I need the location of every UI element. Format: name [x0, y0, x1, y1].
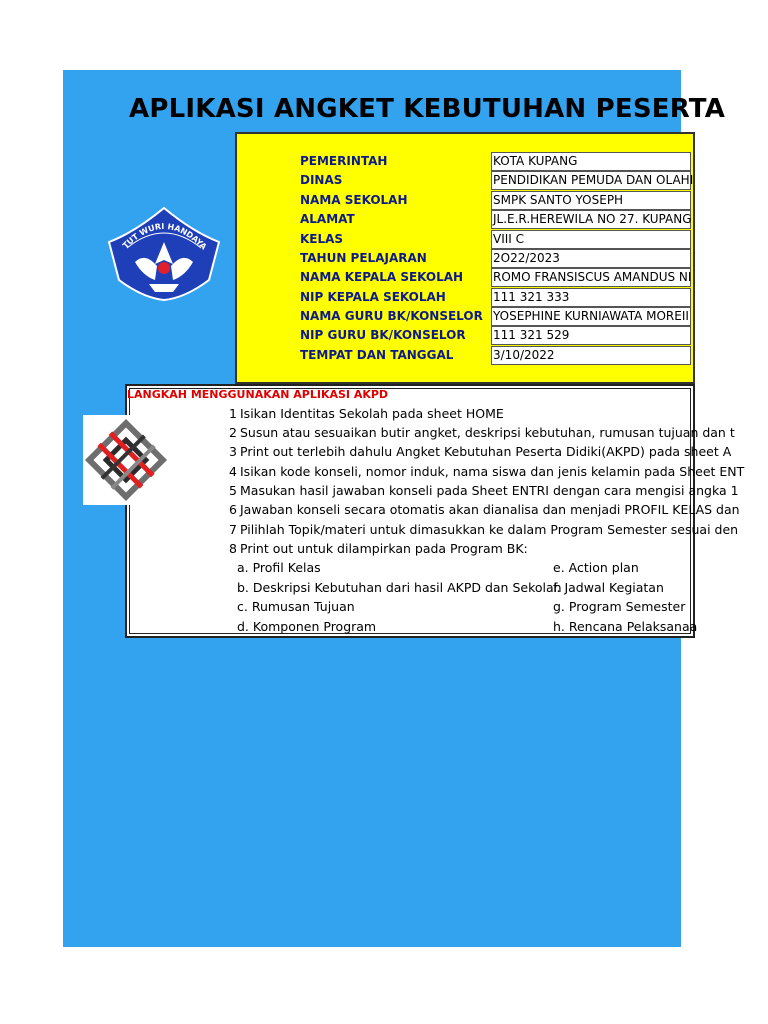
info-value-cell[interactable]: PENDIDIKAN PEMUDA DAN OLAHI	[491, 171, 691, 190]
info-value-cell[interactable]: 111 321 333	[491, 288, 691, 307]
info-value-cell[interactable]: ROMO FRANSISCUS AMANDUS NI	[491, 268, 691, 287]
step-item: 1 Isikan Identitas Sekolah pada sheet HOME	[229, 406, 504, 421]
step-item: 2 Susun atau sesuaikan butir angket, deskripsi kebutuhan, rumusan tujuan dan t	[229, 425, 735, 440]
print-item: e. Action plan	[553, 560, 639, 575]
info-label: NAMA SEKOLAH	[300, 193, 408, 207]
print-item: a. Profil Kelas	[237, 560, 321, 575]
step-item: 3 Print out terlebih dahulu Angket Kebutuhan Peserta Didiki(AKPD) pada sheet A	[229, 444, 732, 459]
info-label: ALAMAT	[300, 212, 355, 226]
info-value-cell[interactable]: VIII C	[491, 230, 691, 249]
print-item: h. Rencana Pelaksanaa	[553, 619, 698, 634]
print-item: g. Program Semester	[553, 599, 686, 614]
info-label: NIP KEPALA SEKOLAH	[300, 290, 446, 304]
info-label: PEMERINTAH	[300, 154, 388, 168]
print-item: d. Komponen Program	[237, 619, 377, 634]
steps-heading: LANGKAH MENGGUNAKAN APLIKASI AKPD	[127, 388, 389, 401]
info-value-cell[interactable]: YOSEPHINE KURNIAWATA MOREII	[491, 307, 691, 326]
logo-arc-text: TUT WURI HANDAYA	[120, 221, 209, 252]
info-label: KELAS	[300, 232, 344, 246]
page-title: APLIKASI ANGKET KEBUTUHAN PESERTA	[129, 94, 726, 124]
tut-wuri-handayani-logo	[105, 202, 223, 302]
info-value-cell[interactable]: JL.E.R.HEREWILA NO 27. KUPANG	[491, 210, 691, 229]
step-item: 6 Jawaban konseli secara otomatis akan dianalisa dan menjadi PROFIL KELAS dan	[229, 502, 740, 517]
step-item: 5 Masukan hasil jawaban konseli pada Sheet ENTRI dengan cara mengisi angka 1	[229, 483, 739, 498]
info-label: TEMPAT DAN TANGGAL	[300, 348, 454, 362]
print-item: f. Jadwal Kegiatan	[553, 580, 664, 595]
info-label: NAMA GURU BK/KONSELOR	[300, 309, 483, 323]
info-value-cell[interactable]: 3/10/2022	[491, 346, 691, 365]
print-item: c. Rumusan Tujuan	[237, 599, 355, 614]
info-label: DINAS	[300, 173, 343, 187]
step-item: 7 Pilihlah Topik/materi untuk dimasukkan ke dalam Program Semester sesuai den	[229, 522, 739, 537]
info-value-cell[interactable]: 111 321 529	[491, 326, 691, 345]
step-item: 8 Print out untuk dilampirkan pada Program BK:	[229, 541, 528, 556]
info-value-cell[interactable]: 2O22/2023	[491, 249, 691, 268]
bk-logo	[83, 415, 169, 505]
print-item: b. Deskripsi Kebutuhan dari hasil AKPD dan Sekolah	[237, 580, 562, 595]
spreadsheet-area	[63, 70, 745, 947]
info-value-cell[interactable]: KOTA KUPANG	[491, 152, 691, 171]
info-label: NIP GURU BK/KONSELOR	[300, 328, 466, 342]
step-item: 4 Isikan kode konseli, nomor induk, nama siswa dan jenis kelamin pada Sheet ENT	[229, 464, 745, 479]
info-label: TAHUN PELAJARAN	[300, 251, 427, 265]
info-label: NAMA KEPALA SEKOLAH	[300, 270, 464, 284]
info-value-cell[interactable]: SMPK SANTO YOSEPH	[491, 191, 691, 210]
